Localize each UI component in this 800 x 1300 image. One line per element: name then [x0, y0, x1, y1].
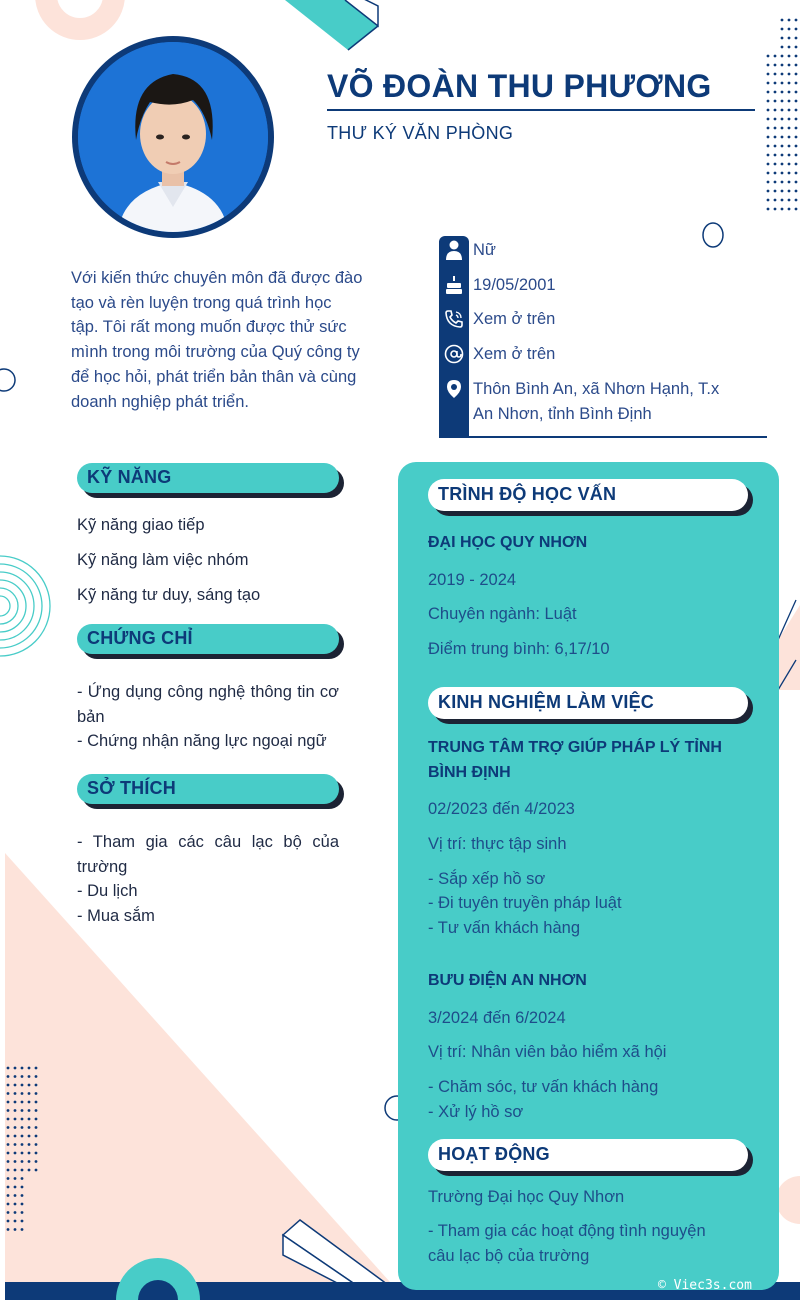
- career-summary: Với kiến thức chuyên môn đã được đào tạo và rèn luyện trong quá trình học tập. Tôi rất mong muốn được thử sức mình trong môi trường của Quý công ty để học hỏi, phát triển bản thân và cùng doanh nghiệp phát triển.: [71, 269, 363, 411]
- hobby-item: - Du lịch: [77, 882, 138, 900]
- education-major: Chuyên ngành: Luật: [428, 605, 577, 623]
- skill-item: Kỹ năng tư duy, sáng tạo: [77, 586, 261, 604]
- education-title: TRÌNH ĐỘ HỌC VẤN: [438, 484, 617, 504]
- job-position: Vị trí: thực tập sinh: [428, 835, 567, 853]
- job-company: BƯU ĐIỆN AN NHƠN: [428, 972, 587, 989]
- contact-divider: [439, 436, 767, 438]
- job-position: Vị trí: Nhân viên bảo hiểm xã hội: [428, 1043, 667, 1061]
- contact-address: [439, 377, 769, 426]
- contact-address-text: Thôn Bình An, xã Nhơn Hạnh, T.x An Nhơn, tỉnh Bình Định: [473, 380, 720, 423]
- watermark: © Viec3s.com: [658, 1278, 752, 1293]
- education-school: ĐẠI HỌC QUY NHƠN: [428, 534, 588, 551]
- contact-email-text: Xem ở trên: [473, 345, 556, 363]
- person-icon: [439, 238, 469, 262]
- skill-item: Kỹ năng giao tiếp: [77, 516, 205, 534]
- job-duty: - Sắp xếp hồ sơ: [428, 870, 546, 888]
- job-duty: - Xử lý hồ sơ: [428, 1103, 524, 1121]
- job-duty: - Đi tuyên truyền pháp luật: [428, 894, 622, 912]
- experience-title: KINH NGHIỆM LÀM VIỆC: [438, 692, 655, 712]
- skill-item: Kỹ năng làm việc nhóm: [77, 551, 249, 569]
- contact-birthday-text: 19/05/2001: [473, 276, 556, 294]
- email-icon: [439, 342, 469, 366]
- cake-icon: [439, 273, 469, 297]
- hobby-item: - Tham gia các câu lạc bộ của trường: [77, 833, 339, 876]
- location-pin-icon: [439, 377, 469, 401]
- person-portrait-icon: [78, 42, 268, 232]
- certificate-item: - Ứng dụng công nghệ thông tin cơ bản: [77, 683, 339, 726]
- job-company: TRUNG TÂM TRỢ GIÚP PHÁP LÝ TỈNH BÌNH ĐỊNH: [428, 739, 722, 781]
- activity-org: Trường Đại học Quy Nhơn: [428, 1188, 625, 1206]
- profile-photo: [78, 42, 268, 232]
- activities-header: [428, 1139, 748, 1171]
- education-header: [428, 479, 748, 511]
- activity-detail: - Tham gia các hoạt động tình nguyện câu lạc bộ của trường: [428, 1222, 706, 1265]
- certificate-item: - Chứng nhận năng lực ngoại ngữ: [77, 732, 327, 750]
- job-duty: - Chăm sóc, tư vấn khách hàng: [428, 1078, 659, 1096]
- contact-email: [439, 342, 769, 367]
- candidate-name: VÕ ĐOÀN THU PHƯƠNG: [327, 68, 712, 104]
- job-period: 02/2023 đến 4/2023: [428, 800, 575, 818]
- contact-phone: [439, 307, 769, 332]
- hobbies-header: [77, 774, 339, 804]
- education-period: 2019 - 2024: [428, 571, 517, 589]
- name-divider: [327, 109, 755, 111]
- skills-title: KỸ NĂNG: [87, 467, 172, 487]
- hobby-item: - Mua sắm: [77, 907, 155, 925]
- contact-gender-text: Nữ: [473, 241, 496, 259]
- skills-header: [77, 463, 339, 493]
- activities-title: HOẠT ĐỘNG: [438, 1144, 550, 1164]
- contact-phone-text: Xem ở trên: [473, 310, 556, 328]
- job-period: 3/2024 đến 6/2024: [428, 1009, 566, 1027]
- phone-icon: [439, 307, 469, 331]
- education-gpa: Điểm trung bình: 6,17/10: [428, 640, 610, 658]
- experience-header: [428, 687, 748, 719]
- contact-gender: [439, 238, 769, 263]
- certificates-header: [77, 624, 339, 654]
- job-duty: - Tư vấn khách hàng: [428, 919, 580, 937]
- certificates-title: CHỨNG CHỈ: [87, 628, 193, 648]
- profile-photo-frame: [72, 36, 274, 238]
- job-title: THƯ KÝ VĂN PHÒNG: [327, 123, 514, 143]
- hobbies-title: SỞ THÍCH: [87, 778, 176, 798]
- contact-birthday: [439, 273, 769, 298]
